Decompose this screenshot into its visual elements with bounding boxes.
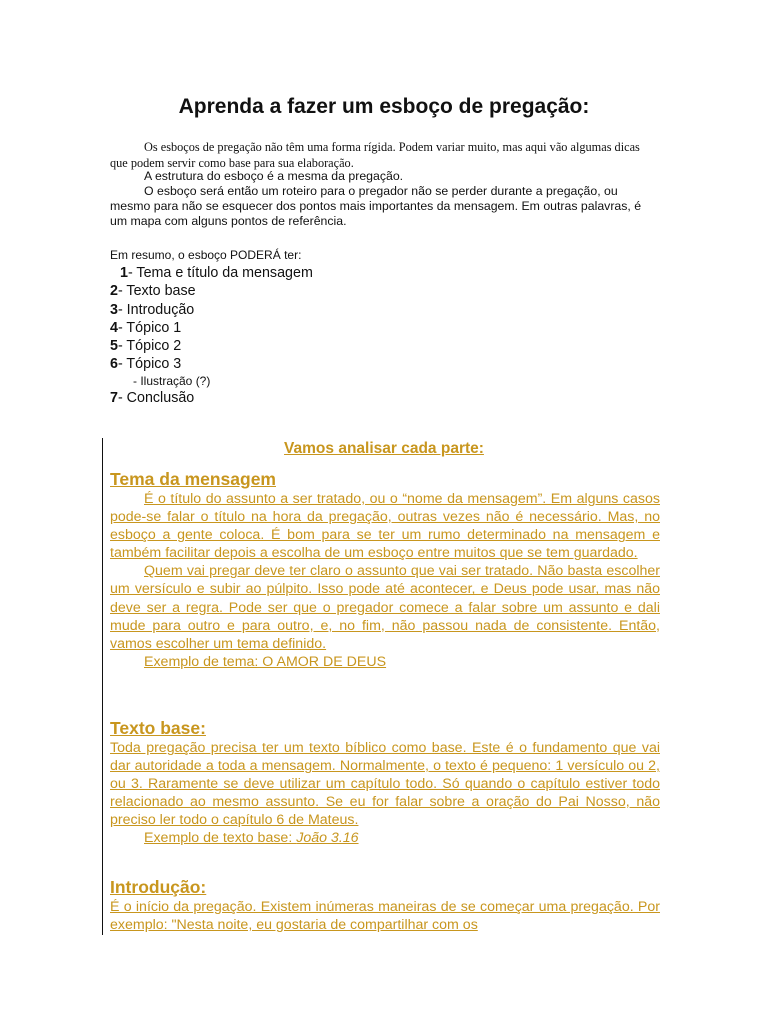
- list-item: [110, 282, 313, 300]
- list-subitem: [110, 374, 313, 389]
- intro-paragraph-1: Os esboços de pregação não têm uma forma rígida. Podem variar muito, mas aqui vão algumas dicas que podem servir como base para sua elaboração.: [110, 140, 640, 170]
- list-item: [110, 319, 313, 337]
- list-item: [110, 355, 313, 373]
- list-item-number: 7: [110, 389, 118, 406]
- example-reference: João 3.16: [296, 830, 359, 847]
- list-item-text: - Introdução: [117, 301, 195, 318]
- list-item-number: 4: [110, 319, 118, 336]
- list-item: [110, 389, 313, 407]
- list-item: [110, 337, 313, 355]
- list-item-number: 2: [110, 283, 118, 300]
- section-tema: [110, 468, 660, 671]
- list-item-text: - Tema e título da mensagem: [127, 265, 313, 281]
- section-heading: Introdução:: [110, 877, 207, 897]
- section-introducao: [110, 876, 660, 934]
- outline-list: [110, 264, 313, 407]
- section-body: [110, 739, 660, 848]
- list-item-number: 5: [110, 338, 118, 355]
- section-texto-base: [110, 717, 660, 848]
- example-line: [110, 829, 660, 847]
- intro-block: [110, 169, 660, 229]
- section-heading: Tema da mensagem: [110, 469, 276, 489]
- list-item: [110, 301, 313, 319]
- intro-paragraph-2: A estrutura do esboço é a mesma da pregação.: [144, 169, 404, 183]
- example-line: Exemplo de tema: O AMOR DE DEUS: [144, 653, 387, 670]
- page-title: Aprenda a fazer um esboço de pregação:: [178, 95, 590, 118]
- list-item-text: - Conclusão: [117, 389, 195, 406]
- list-item-text: - Ilustração (?): [133, 373, 211, 388]
- list-item-text: - Tópico 3: [117, 356, 182, 373]
- list-item-text: - Tópico 1: [117, 319, 182, 336]
- section-intro-heading: Vamos analisar cada parte:: [284, 440, 484, 457]
- list-item: [110, 264, 313, 282]
- list-item-text: - Tópico 2: [117, 338, 182, 355]
- section-heading: Texto base:: [110, 718, 206, 738]
- example-label: Exemplo de texto base:: [144, 830, 297, 847]
- paragraph: É o título do assunto a ser tratado, ou o “nome da mensagem”. Em alguns casos pode-se falar o título na hora da pregação, outras vezes não é necessário. Mas, no esboço a gente coloca. É bom para se ter um rumo determinado na mensagem e também facilitar depois a escolha de um esboço entre muitos que se tem guardado.: [110, 491, 660, 562]
- margin-line: [102, 438, 103, 935]
- paragraph: É o início da pregação. Existem inúmeras maneiras de se começar uma pregação. Por exemplo: "Nesta noite, eu gostaria de compartilhar com os: [110, 899, 660, 934]
- list-item-number: 1: [120, 265, 128, 281]
- summary-lead: Em resumo, o esboço PODERÁ ter:: [110, 248, 302, 262]
- intro-paragraph-3: O esboço será então um roteiro para o pregador não se perder durante a pregação, ou mesmo para não se esquecer dos pontos mais importantes da mensagem. Em outras palavras, é um mapa com alguns pontos de referência.: [110, 184, 642, 228]
- list-item-text: - Texto base: [117, 283, 196, 300]
- section-body: [110, 898, 660, 934]
- list-item-number: 6: [110, 356, 118, 373]
- section-body: [110, 490, 660, 671]
- paragraph: Toda pregação precisa ter um texto bíblico como base. Este é o fundamento que vai dar autoridade a toda a mensagem. Normalmente, o texto é pequeno: 1 versículo ou 2, ou 3. Raramente se deve utilizar um capítulo todo. Só quando o capítulo estiver todo relacionado ao mesmo assunto. Se eu for falar sobre a oração do Pai Nosso, não preciso ler todo o capítulo 6 de Mateus.: [110, 740, 660, 829]
- list-item-number: 3: [110, 301, 118, 318]
- paragraph: Quem vai pregar deve ter claro o assunto que vai ser tratado. Não basta escolher um versículo e subir ao púlpito. Isso pode até acontecer, e Deus pode usar, mas não deve ser a regra. Pode ser que o pregador comece a falar sobre um assunto e dali mude para outro e para outro, e, no fim, não passou nada de consistente. Então, vamos escolher um tema definido.: [110, 563, 660, 652]
